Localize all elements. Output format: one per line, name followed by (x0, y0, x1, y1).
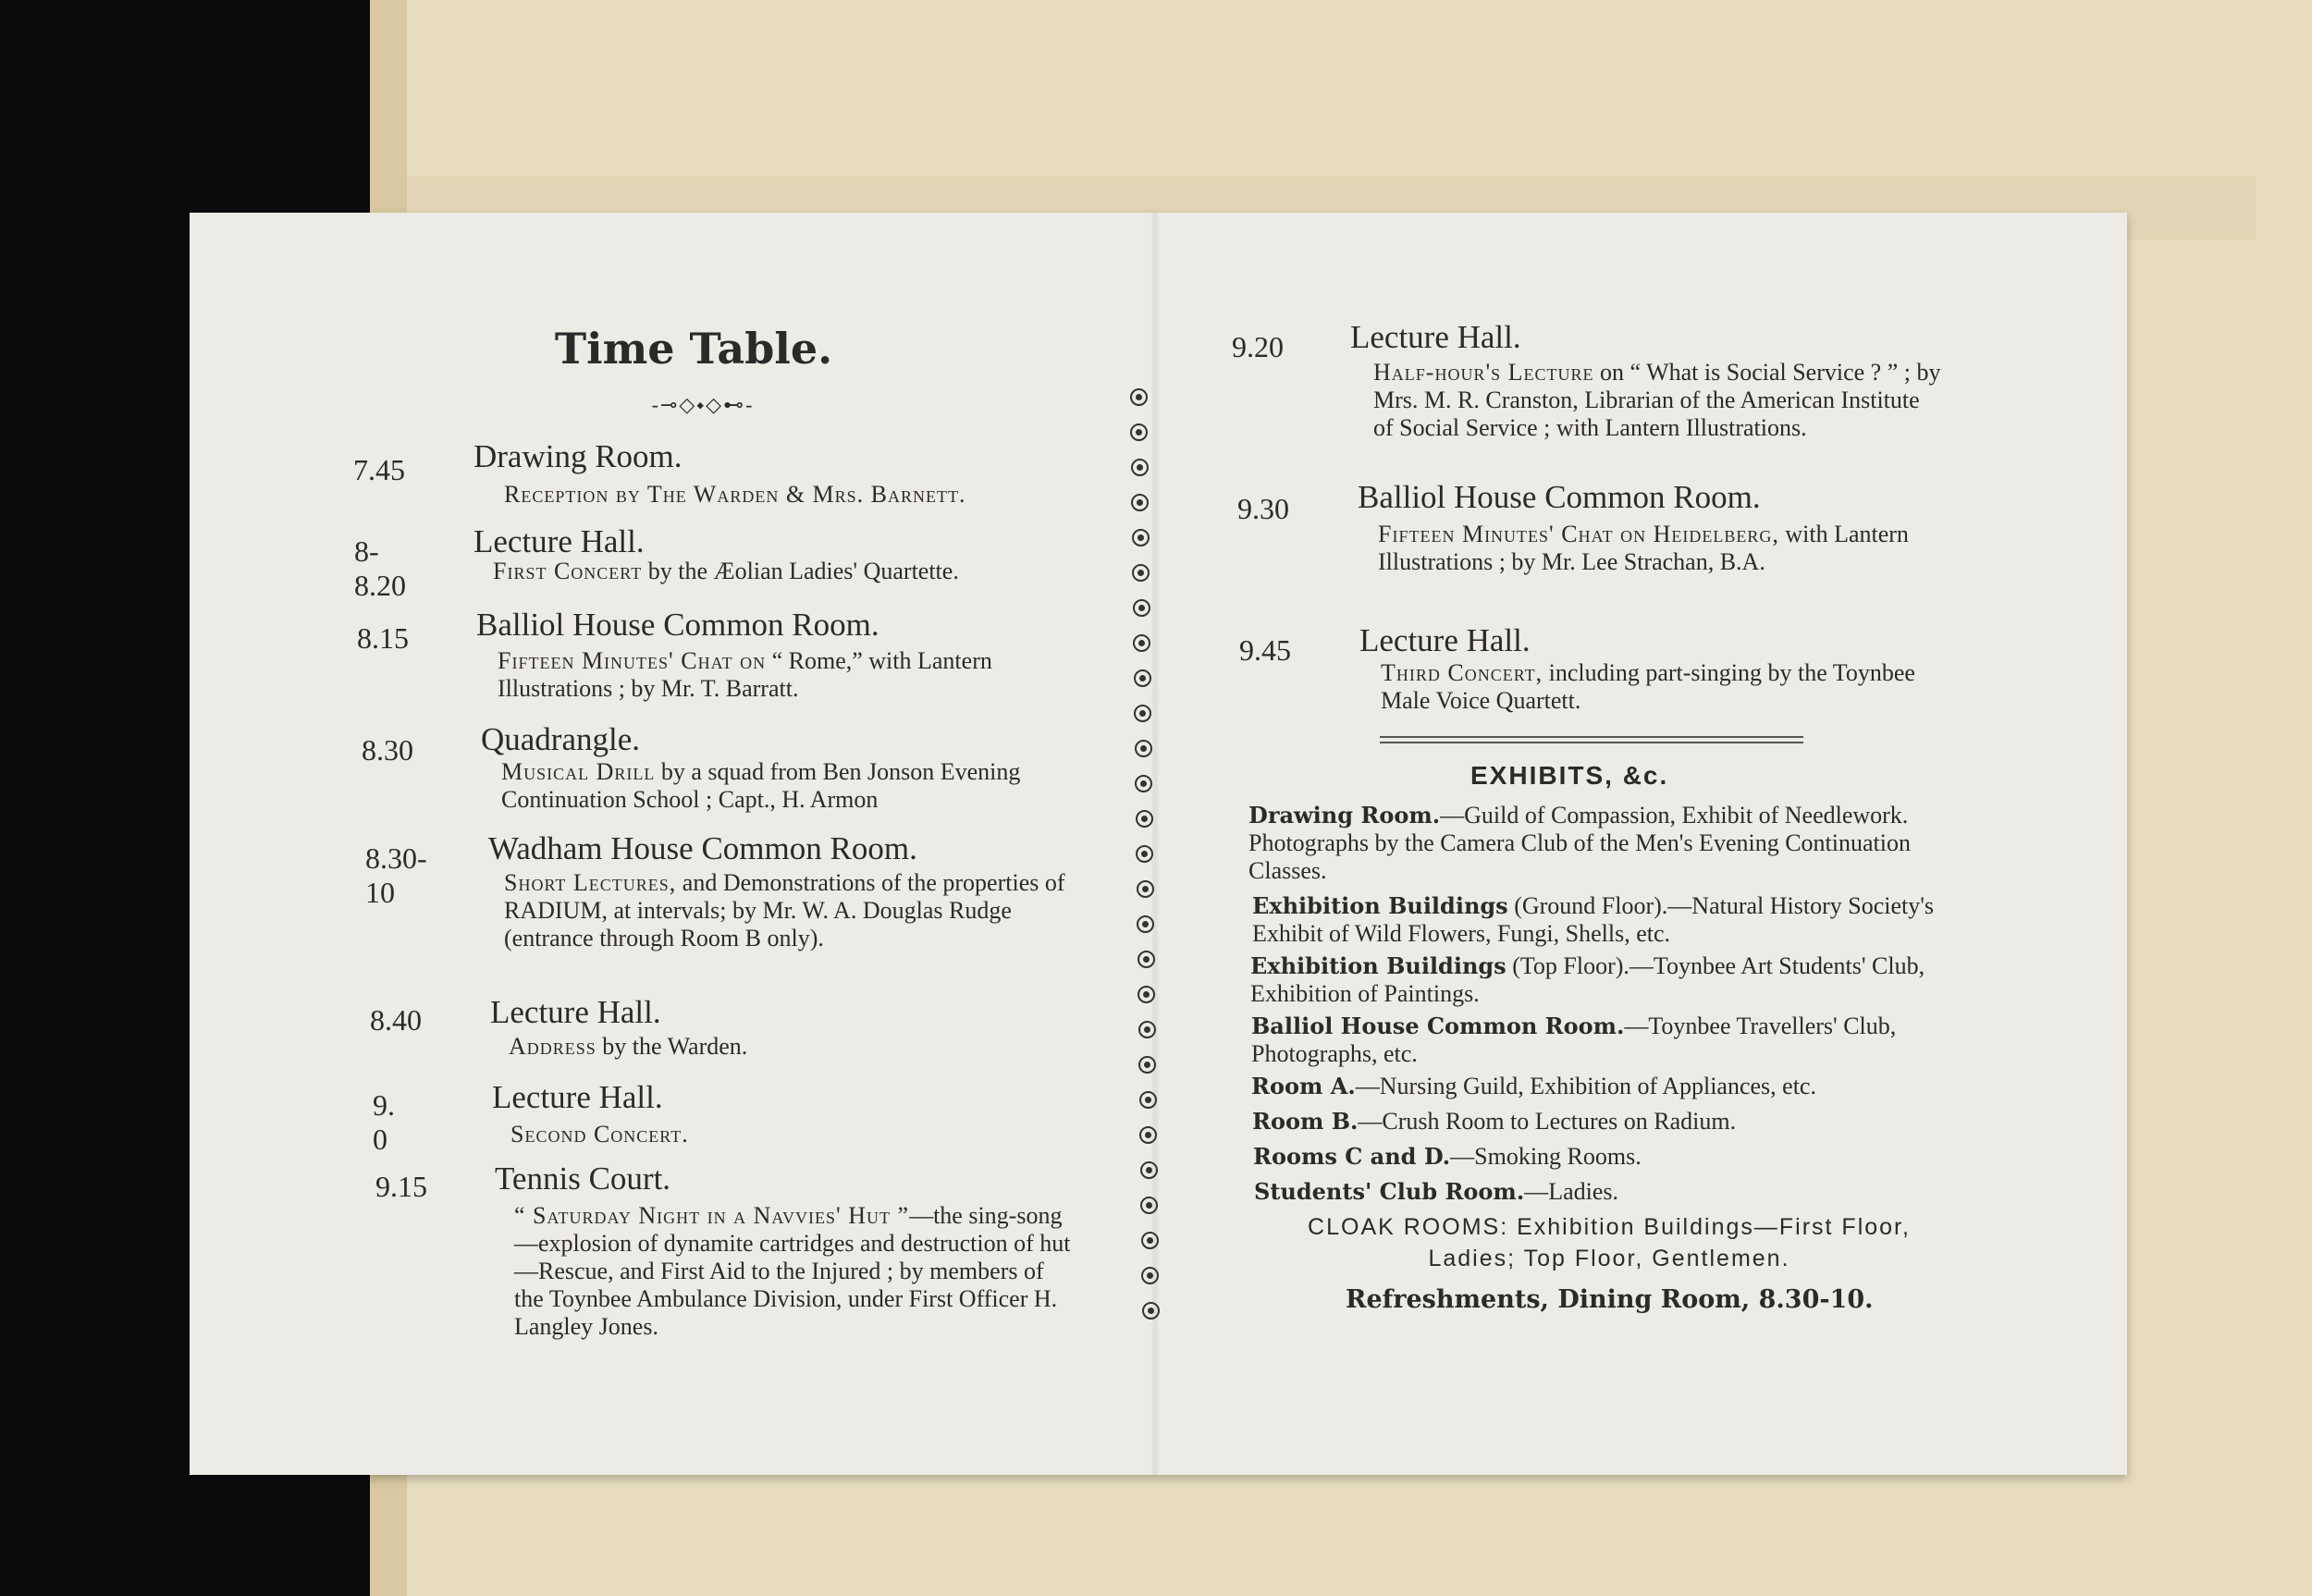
section-divider (1380, 742, 1803, 743)
exhibit-text: —Toynbee Travellers' Club, Photographs, etc. (1251, 1013, 1897, 1067)
entry-desc-rest: by a squad from Ben Jonson Evening Continuation School ; Capt., H. Armon (501, 758, 1021, 813)
entry-description (501, 758, 1065, 814)
exhibit-item (1250, 952, 1962, 1008)
binding-ring (1132, 564, 1150, 582)
binding-ring (1130, 388, 1148, 406)
page-title: Time Table. (554, 324, 833, 374)
entry-desc-rest: on “ What is Social Service ? ” ; by Mrs. M. R. Cranston, Librarian of the American Institute of Social Service ; with Lantern Illustrations. (1373, 359, 1941, 441)
entry-time: 9.20 (1232, 330, 1284, 363)
entry-description (504, 869, 1068, 952)
entry-description (493, 558, 1066, 585)
entry-heading: Lecture Hall. (1359, 622, 1531, 658)
entry-desc-rest: —the sing-song—explosion of dynamite cartridges and destruction of hut—Rescue, and First Aid to the Injured ; by members of the Toynbee Ambulance Division, under First Officer H. Langley Jones. (514, 1202, 1071, 1340)
entry-desc-rest: and Demonstrations of the properties of RADIUM, at intervals; by Mr. W. A. Douglas Rudge (entrance through Room B only). (504, 869, 1065, 951)
binding-ring (1141, 1232, 1159, 1249)
entry-heading: Balliol House Common Room. (476, 607, 879, 643)
entry-desc-rest: by the Æolian Ladies' Quartette. (642, 558, 959, 584)
exhibit-location: Room B. (1252, 1108, 1359, 1135)
cloak-rooms-line: CLOAK ROOMS: Exhibition Buildings—First Floor, (1308, 1214, 1911, 1240)
entry-description (504, 481, 1059, 509)
binding-ring (1131, 494, 1149, 511)
entry-time: 8.30-10 (365, 841, 427, 909)
binding-ring (1138, 951, 1155, 968)
binding-ring (1140, 1197, 1158, 1214)
binding-ring (1140, 1161, 1158, 1179)
entry-time: 8.40 (370, 1003, 422, 1037)
entry-heading: Drawing Room. (473, 438, 683, 474)
exhibit-text: —Guild of Compassion, Exhibit of Needlework. Photographs by the Camera Club of the Men's Evening Continuation Classes. (1248, 802, 1911, 884)
binding-ring (1139, 1091, 1157, 1109)
entry-heading: Tennis Court. (495, 1160, 671, 1197)
binding-ring (1135, 775, 1152, 792)
entry-desc-lead: “ Saturday Night in a Navvies' Hut ” (514, 1202, 910, 1229)
exhibit-item (1252, 892, 1964, 948)
binding-ring (1132, 529, 1150, 546)
entry-description (1381, 659, 1949, 715)
binding-ring (1133, 599, 1150, 617)
exhibit-item (1252, 1108, 1964, 1136)
entry-description (498, 647, 1062, 703)
entry-time: 9. 0 (373, 1088, 395, 1156)
binding-ring (1141, 1267, 1159, 1284)
entry-description (514, 1202, 1078, 1341)
binding-ring (1131, 459, 1149, 476)
entry-desc-lead: Half-hour's Lecture (1373, 359, 1594, 386)
exhibit-location: Balliol House Common Room. (1251, 1013, 1625, 1039)
exhibit-location: Drawing Room. (1248, 802, 1441, 829)
entry-time: 9.30 (1237, 492, 1289, 525)
binding-ring (1142, 1302, 1160, 1320)
entry-desc-lead: Third Concert, (1381, 659, 1543, 686)
refreshments-note: Refreshments, Dining Room, 8.30-10. (1346, 1285, 1874, 1314)
binding-ring (1137, 880, 1154, 898)
entry-desc-lead: Reception by The Warden & Mrs. Barnett. (504, 481, 966, 508)
entry-desc-lead: Address (509, 1033, 596, 1060)
exhibit-text: —Ladies. (1524, 1178, 1618, 1205)
entry-desc-lead: Second Concert. (510, 1121, 689, 1148)
exhibit-item (1254, 1178, 1966, 1206)
exhibit-text: (Top Floor).—Toynbee Art Students' Club, Exhibition of Paintings. (1250, 952, 1925, 1007)
center-fold (1151, 213, 1159, 1475)
entry-time: 8-8.20 (354, 534, 406, 602)
exhibit-item (1248, 802, 1961, 885)
entry-description (1378, 521, 1947, 576)
cloak-rooms-line: Ladies; Top Floor, Gentlemen. (1428, 1246, 1790, 1271)
exhibit-item (1253, 1143, 1965, 1171)
entry-desc-rest: “ Rome,” with Lantern Illustrations ; by Mr. T. Barratt. (498, 647, 992, 702)
exhibit-text: —Smoking Rooms. (1450, 1143, 1642, 1170)
entry-time: 9.45 (1239, 633, 1291, 667)
binding-ring (1138, 1056, 1156, 1074)
entry-heading: Quadrangle. (481, 721, 641, 757)
binding-ring (1139, 1126, 1157, 1144)
binding-ring (1130, 424, 1148, 441)
exhibit-location: Room A. (1251, 1073, 1356, 1099)
entry-description (509, 1033, 1064, 1061)
exhibit-item (1251, 1073, 1963, 1100)
entry-heading: Lecture Hall. (492, 1079, 663, 1115)
entry-desc-rest: including part-singing by the Toynbee Male Voice Quartett. (1381, 659, 1915, 714)
exhibit-location: Exhibition Buildings (1252, 892, 1508, 919)
binding-ring (1134, 705, 1151, 722)
entry-time: 8.30 (362, 733, 413, 767)
exhibit-location: Rooms C and D. (1253, 1143, 1451, 1170)
exhibit-location: Students' Club Room. (1254, 1178, 1525, 1205)
binding-ring (1135, 740, 1152, 757)
entry-desc-lead: Short Lectures, (504, 869, 677, 896)
binding-ring (1134, 669, 1151, 687)
exhibit-location: Exhibition Buildings (1250, 952, 1506, 979)
entry-heading: Lecture Hall. (473, 523, 645, 559)
entry-desc-lead: First Concert (493, 558, 643, 584)
entry-time: 7.45 (353, 453, 405, 486)
entry-desc-rest: with Lantern Illustrations ; by Mr. Lee Strachan, B.A. (1378, 521, 1909, 575)
binding-ring (1133, 634, 1150, 652)
cloak-rooms-note (1248, 1211, 1970, 1274)
entry-heading: Lecture Hall. (1350, 319, 1521, 355)
exhibit-text: —Crush Room to Lectures on Radium. (1358, 1108, 1737, 1135)
entry-desc-lead: Fifteen Minutes' Chat on (498, 647, 767, 674)
exhibit-text: (Ground Floor).—Natural History Society's Exhibit of Wild Flowers, Fungi, Shells, etc. (1252, 892, 1935, 947)
binding-ring (1136, 810, 1153, 828)
binding-ring (1137, 915, 1154, 933)
entry-desc-lead: Fifteen Minutes' Chat on Heidelberg, (1378, 521, 1779, 547)
exhibits-heading: EXHIBITS, &c. (1470, 761, 1669, 790)
binding-ring (1138, 986, 1155, 1003)
entry-desc-rest: by the Warden. (596, 1033, 748, 1060)
entry-heading: Balliol House Common Room. (1358, 479, 1761, 515)
binding-ring (1136, 845, 1153, 863)
entry-heading: Lecture Hall. (490, 994, 661, 1030)
section-divider (1380, 736, 1803, 738)
entry-time: 9.15 (375, 1170, 427, 1203)
exhibit-text: —Nursing Guild, Exhibition of Appliances, etc. (1355, 1073, 1816, 1099)
entry-heading: Wadham House Common Room. (488, 830, 917, 866)
binding-ring (1138, 1021, 1156, 1038)
entry-time: 8.15 (357, 621, 409, 655)
entry-description (1373, 359, 1942, 442)
entry-description (510, 1121, 1065, 1148)
title-ornament: -⊸◇⬩◇⊷- (651, 393, 755, 416)
entry-desc-lead: Musical Drill (501, 758, 656, 785)
exhibit-item (1251, 1013, 1963, 1068)
